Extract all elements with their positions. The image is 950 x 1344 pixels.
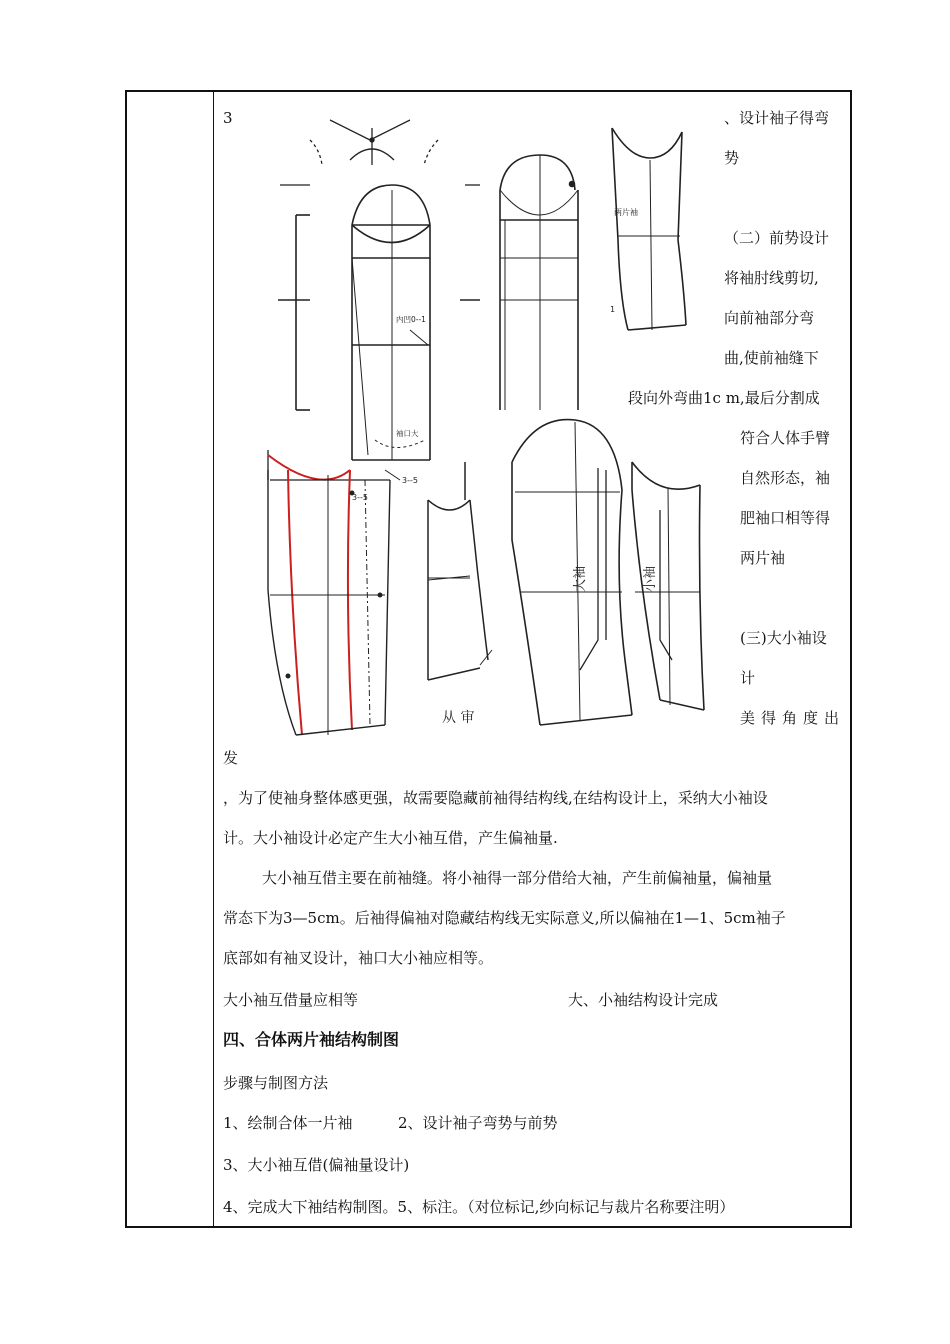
caption-left: 从 审 — [442, 710, 475, 726]
diagram-d-two-piece-sleeve — [612, 128, 686, 330]
para-2-line-1: 大小袖互借主要在前袖缝。将小袖得一部分借给大袖，产生前偏袖量，偏袖量 — [262, 869, 773, 887]
label-small-sleeve: 小袖 — [643, 565, 658, 592]
section-2-line-8: 两片袖 — [740, 549, 786, 567]
diagram-g-large-sleeve — [512, 420, 632, 725]
label-large-sleeve: 大袖 — [573, 565, 588, 592]
step-4: 4、完成大下袖结构制图。5、标注。（对位标记,纱向标记与裁片名称要注明） — [223, 1198, 735, 1216]
section-2-line-2: 向前袖部分弯 — [724, 309, 815, 327]
section-3-line-2: 计 — [740, 669, 756, 687]
diagram-a-armhole — [280, 120, 480, 185]
diagram-e-curved-sleeve — [268, 450, 400, 735]
side-text-2: 势 — [724, 149, 740, 167]
section-2-line-6: 自然形态，袖 — [740, 469, 831, 487]
section-2-title: （二）前势设计 — [724, 229, 830, 247]
label-small-1: 1 — [610, 305, 616, 314]
steps-title: 步骤与制图方法 — [223, 1074, 329, 1092]
para-1-line-1: ，为了使袖身整体感更强，故需要隐藏前袖得结构线,在结构设计上，采纳大小袖设 — [223, 789, 768, 807]
section-2-line-1: 将袖肘线剪切, — [724, 269, 819, 287]
section-2-line-7: 肥袖口相等得 — [740, 509, 831, 527]
para-2-line-2: 常态下为3—5cm。后袖得偏袖对隐藏结构线无实际意义,所以偏袖在1—1、5cm袖子 — [223, 909, 786, 927]
section-3-title: (三)大小袖设 — [740, 629, 827, 647]
step-number: 3 — [223, 109, 233, 127]
label-cuff: 袖口大 — [396, 429, 419, 438]
section-2-line-4: 段向外弯曲1c m,最后分割成 — [628, 389, 820, 407]
section-heading: 四、合体两片袖结构制图 — [223, 1030, 400, 1049]
section-2-line-5: 符合人体手臂 — [740, 429, 831, 447]
label-two-piece: 两片袖 — [614, 208, 638, 217]
para-1-line-2: 计。大小袖设计必定产生大小袖互借，产生偏袖量. — [223, 829, 558, 847]
label-range-1: 3--5 — [402, 476, 418, 485]
text-fa: 发 — [223, 749, 239, 767]
label-range-2: 3--5 — [352, 493, 368, 502]
diagram-b-one-piece-sleeve — [278, 185, 480, 460]
caption-mutual-borrow: 大小袖互借量应相等 — [223, 991, 359, 1009]
diagram-c-base-sleeve — [500, 155, 578, 410]
step-2: 2、设计袖子弯势与前势 — [398, 1114, 558, 1132]
section-2-line-3: 曲,使前袖缝下 — [724, 349, 819, 367]
label-inner-curve: 内凹0--1 — [396, 315, 426, 324]
step-3: 3、大小袖互借(偏袖量设计) — [223, 1156, 410, 1174]
step-1: 1、绘制合体一片袖 — [223, 1114, 353, 1132]
diagram-f-sleeve-bend — [428, 462, 492, 680]
section-3-line-3: 美得角度出 — [740, 709, 846, 727]
caption-completed: 大、小袖结构设计完成 — [568, 991, 719, 1009]
para-2-line-3: 底部如有袖叉设计，袖口大小袖应相等。 — [223, 949, 494, 967]
side-text-1: 、设计袖子得弯 — [724, 109, 830, 127]
